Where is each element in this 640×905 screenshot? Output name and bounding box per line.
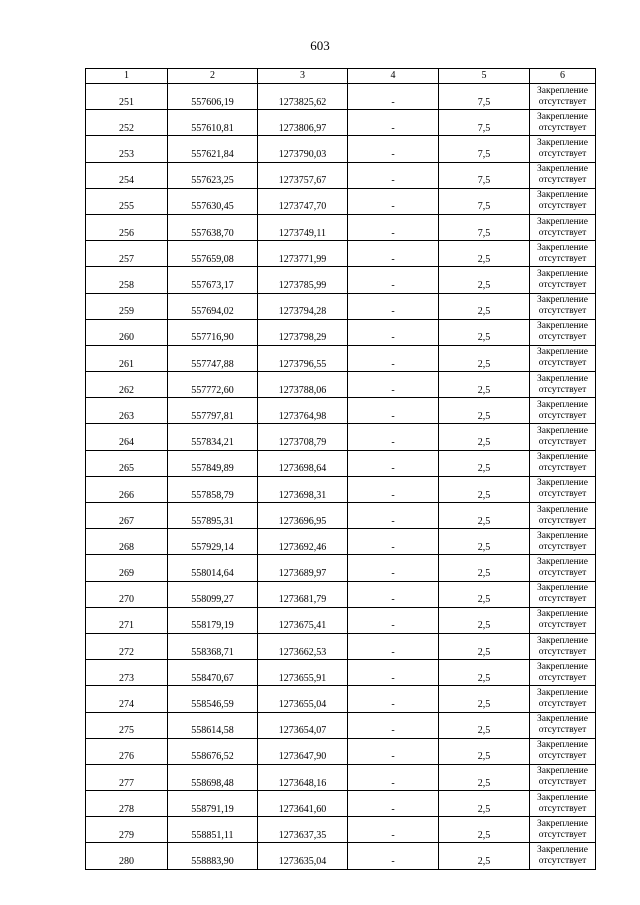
y-coordinate-cell: 1273689,97 [258,555,348,581]
table-row [86,214,596,240]
fixing-note-line-1: Закрепление [537,818,588,829]
table-row [86,503,596,529]
y-coordinate-cell: 1273798,29 [258,319,348,345]
column-4-cell: - [348,633,439,659]
x-coordinate-cell: 557621,84 [168,136,258,162]
column-4-cell: - [348,660,439,686]
fixing-note-cell [530,581,596,607]
fixing-note-cell [530,764,596,790]
x-coordinate-cell: 558470,67 [168,660,258,686]
y-coordinate-cell: 1273794,28 [258,293,348,319]
fixing-note-line-1: Закрепление [537,845,588,856]
fixing-note-cell [530,345,596,371]
fixing-note-cell [530,241,596,267]
fixing-note-line-2: отсутствует [538,751,587,762]
column-4-cell: - [348,162,439,188]
column-4-cell: - [348,529,439,555]
header-cell-4: 4 [348,69,439,84]
fixing-note-line-2: отсутствует [538,803,587,814]
column-4-cell: - [348,84,439,110]
y-coordinate-cell: 1273790,03 [258,136,348,162]
fixing-note-line-2: отсутствует [538,253,587,264]
table-row [86,660,596,686]
fixing-note-line-2: отсутствует [538,279,587,290]
column-5-cell: 2,5 [439,345,530,371]
fixing-note-line-1: Закрепление [537,452,588,463]
column-5-cell: 2,5 [439,372,530,398]
fixing-note-cell [530,843,596,869]
point-number-cell: 256 [86,214,168,240]
column-5-cell: 2,5 [439,555,530,581]
column-5-cell: 2,5 [439,843,530,869]
fixing-note-cell [530,712,596,738]
x-coordinate-cell: 557772,60 [168,372,258,398]
column-4-cell: - [348,503,439,529]
y-coordinate-cell: 1273825,62 [258,84,348,110]
x-coordinate-cell: 557849,89 [168,450,258,476]
y-coordinate-cell: 1273637,35 [258,817,348,843]
point-number-cell: 274 [86,686,168,712]
table-row [86,817,596,843]
fixing-note-line-1: Закрепление [537,216,588,227]
fixing-note-line-1: Закрепление [537,766,588,777]
y-coordinate-cell: 1273771,99 [258,241,348,267]
point-number-cell: 263 [86,398,168,424]
fixing-note-line-2: отсутствует [538,358,587,369]
table-row [86,633,596,659]
table-row [86,686,596,712]
column-5-cell: 2,5 [439,476,530,502]
table-row [86,581,596,607]
fixing-note-line-2: отсутствует [538,227,587,238]
y-coordinate-cell: 1273757,67 [258,162,348,188]
column-5-cell: 2,5 [439,660,530,686]
point-number-cell: 268 [86,529,168,555]
fixing-note-line-2: отсутствует [538,515,587,526]
x-coordinate-cell: 557694,02 [168,293,258,319]
fixing-note-line-2: отсутствует [538,567,587,578]
point-number-cell: 266 [86,476,168,502]
column-5-cell: 7,5 [439,162,530,188]
table-row [86,712,596,738]
y-coordinate-cell: 1273641,60 [258,791,348,817]
column-4-cell: - [348,241,439,267]
fixing-note-line-1: Закрепление [537,321,588,332]
y-coordinate-cell: 1273747,70 [258,188,348,214]
y-coordinate-cell: 1273788,06 [258,372,348,398]
fixing-note-line-1: Закрепление [537,714,588,725]
point-number-cell: 259 [86,293,168,319]
column-5-cell: 2,5 [439,267,530,293]
fixing-note-line-2: отсутствует [538,306,587,317]
table-row [86,764,596,790]
fixing-note-line-2: отсутствует [538,646,587,657]
point-number-cell: 251 [86,84,168,110]
x-coordinate-cell: 558851,11 [168,817,258,843]
fixing-note-line-2: отсутствует [538,489,587,500]
fixing-note-line-1: Закрепление [537,111,588,122]
fixing-note-line-2: отсутствует [538,698,587,709]
fixing-note-cell [530,319,596,345]
header-cell-3: 3 [258,69,348,84]
column-4-cell: - [348,791,439,817]
y-coordinate-cell: 1273698,31 [258,476,348,502]
column-4-cell: - [348,372,439,398]
column-4-cell: - [348,764,439,790]
fixing-note-cell [530,660,596,686]
fixing-note-line-1: Закрепление [537,164,588,175]
column-5-cell: 7,5 [439,110,530,136]
column-4-cell: - [348,345,439,371]
y-coordinate-cell: 1273806,97 [258,110,348,136]
fixing-note-line-1: Закрепление [537,137,588,148]
y-coordinate-cell: 1273654,07 [258,712,348,738]
y-coordinate-cell: 1273696,95 [258,503,348,529]
fixing-note-line-1: Закрепление [537,399,588,410]
table-row [86,529,596,555]
x-coordinate-cell: 557673,17 [168,267,258,293]
header-row [86,69,596,84]
column-5-cell: 2,5 [439,686,530,712]
coordinates-table [85,68,596,870]
column-4-cell: - [348,214,439,240]
x-coordinate-cell: 557858,79 [168,476,258,502]
y-coordinate-cell: 1273655,04 [258,686,348,712]
fixing-note-cell [530,529,596,555]
fixing-note-cell [530,450,596,476]
fixing-note-line-1: Закрепление [537,556,588,567]
column-4-cell: - [348,712,439,738]
fixing-note-cell [530,424,596,450]
fixing-note-cell [530,398,596,424]
point-number-cell: 254 [86,162,168,188]
column-5-cell: 2,5 [439,581,530,607]
column-5-cell: 2,5 [439,633,530,659]
fixing-note-line-1: Закрепление [537,347,588,358]
table-row [86,476,596,502]
fixing-note-line-2: отсутствует [538,96,587,107]
fixing-note-line-1: Закрепление [537,295,588,306]
fixing-note-line-1: Закрепление [537,687,588,698]
fixing-note-cell [530,372,596,398]
column-4-cell: - [348,136,439,162]
fixing-note-line-1: Закрепление [537,504,588,515]
fixing-note-line-2: отсутствует [538,777,587,788]
y-coordinate-cell: 1273647,90 [258,738,348,764]
x-coordinate-cell: 558014,64 [168,555,258,581]
y-coordinate-cell: 1273698,64 [258,450,348,476]
column-5-cell: 7,5 [439,136,530,162]
table-row [86,791,596,817]
y-coordinate-cell: 1273648,16 [258,764,348,790]
table-row [86,293,596,319]
table-row [86,188,596,214]
fixing-note-line-2: отсутствует [538,175,587,186]
fixing-note-line-1: Закрепление [537,792,588,803]
fixing-note-line-2: отсутствует [538,829,587,840]
point-number-cell: 264 [86,424,168,450]
x-coordinate-cell: 557716,90 [168,319,258,345]
point-number-cell: 273 [86,660,168,686]
header-cell-1: 1 [86,69,168,84]
point-number-cell: 252 [86,110,168,136]
x-coordinate-cell: 557834,21 [168,424,258,450]
x-coordinate-cell: 557610,81 [168,110,258,136]
column-5-cell: 7,5 [439,84,530,110]
point-number-cell: 257 [86,241,168,267]
table-row [86,84,596,110]
column-5-cell: 2,5 [439,529,530,555]
point-number-cell: 270 [86,581,168,607]
y-coordinate-cell: 1273655,91 [258,660,348,686]
fixing-note-cell [530,267,596,293]
fixing-note-line-2: отсутствует [538,672,587,683]
y-coordinate-cell: 1273635,04 [258,843,348,869]
table-header [86,69,596,84]
table-row [86,110,596,136]
fixing-note-cell [530,188,596,214]
fixing-note-line-2: отсутствует [538,332,587,343]
point-number-cell: 279 [86,817,168,843]
column-4-cell: - [348,424,439,450]
point-number-cell: 253 [86,136,168,162]
table-row [86,607,596,633]
point-number-cell: 276 [86,738,168,764]
fixing-note-cell [530,214,596,240]
column-5-cell: 2,5 [439,319,530,345]
x-coordinate-cell: 557895,31 [168,503,258,529]
table-row [86,136,596,162]
y-coordinate-cell: 1273708,79 [258,424,348,450]
column-4-cell: - [348,110,439,136]
fixing-note-cell [530,293,596,319]
fixing-note-line-1: Закрепление [537,583,588,594]
table-row [86,555,596,581]
column-5-cell: 7,5 [439,214,530,240]
column-5-cell: 2,5 [439,450,530,476]
x-coordinate-cell: 558698,48 [168,764,258,790]
column-4-cell: - [348,267,439,293]
point-number-cell: 272 [86,633,168,659]
column-5-cell: 7,5 [439,188,530,214]
y-coordinate-cell: 1273749,11 [258,214,348,240]
point-number-cell: 271 [86,607,168,633]
fixing-note-line-2: отсутствует [538,384,587,395]
point-number-cell: 262 [86,372,168,398]
column-4-cell: - [348,581,439,607]
table-row [86,372,596,398]
page-number: 603 [310,38,330,53]
column-4-cell: - [348,607,439,633]
column-5-cell: 2,5 [439,712,530,738]
fixing-note-line-1: Закрепление [537,661,588,672]
fixing-note-line-2: отсутствует [538,201,587,212]
fixing-note-line-2: отсутствует [538,725,587,736]
fixing-note-line-1: Закрепление [537,635,588,646]
column-4-cell: - [348,398,439,424]
table-row [86,843,596,869]
column-4-cell: - [348,293,439,319]
x-coordinate-cell: 557747,88 [168,345,258,371]
column-4-cell: - [348,817,439,843]
column-5-cell: 2,5 [439,607,530,633]
fixing-note-line-2: отсутствует [538,410,587,421]
table-body [86,84,596,870]
x-coordinate-cell: 558791,19 [168,791,258,817]
fixing-note-line-2: отсутствует [538,594,587,605]
table-row [86,241,596,267]
y-coordinate-cell: 1273785,99 [258,267,348,293]
fixing-note-line-2: отсутствует [538,122,587,133]
fixing-note-line-1: Закрепление [537,85,588,96]
table-row [86,738,596,764]
x-coordinate-cell: 558546,59 [168,686,258,712]
fixing-note-line-2: отсутствует [538,856,587,867]
table-row [86,162,596,188]
column-4-cell: - [348,738,439,764]
point-number-cell: 269 [86,555,168,581]
fixing-note-cell [530,110,596,136]
x-coordinate-cell: 558368,71 [168,633,258,659]
point-number-cell: 255 [86,188,168,214]
point-number-cell: 280 [86,843,168,869]
column-5-cell: 2,5 [439,764,530,790]
table-row [86,345,596,371]
x-coordinate-cell: 558179,19 [168,607,258,633]
column-4-cell: - [348,555,439,581]
fixing-note-cell [530,555,596,581]
fixing-note-cell [530,633,596,659]
fixing-note-line-1: Закрепление [537,740,588,751]
column-4-cell: - [348,450,439,476]
y-coordinate-cell: 1273662,53 [258,633,348,659]
fixing-note-cell [530,162,596,188]
point-number-cell: 277 [86,764,168,790]
column-4-cell: - [348,843,439,869]
point-number-cell: 278 [86,791,168,817]
fixing-note-line-1: Закрепление [537,478,588,489]
x-coordinate-cell: 557797,81 [168,398,258,424]
y-coordinate-cell: 1273764,98 [258,398,348,424]
x-coordinate-cell: 558883,90 [168,843,258,869]
column-5-cell: 2,5 [439,738,530,764]
fixing-note-line-1: Закрепление [537,609,588,620]
point-number-cell: 258 [86,267,168,293]
fixing-note-cell [530,817,596,843]
fixing-note-line-1: Закрепление [537,268,588,279]
column-5-cell: 2,5 [439,817,530,843]
x-coordinate-cell: 557929,14 [168,529,258,555]
fixing-note-line-2: отсутствует [538,148,587,159]
column-4-cell: - [348,476,439,502]
x-coordinate-cell: 557606,19 [168,84,258,110]
point-number-cell: 261 [86,345,168,371]
table-row [86,398,596,424]
header-cell-2: 2 [168,69,258,84]
fixing-note-cell [530,686,596,712]
x-coordinate-cell: 557630,45 [168,188,258,214]
column-5-cell: 2,5 [439,503,530,529]
fixing-note-cell [530,607,596,633]
header-cell-5: 5 [439,69,530,84]
fixing-note-line-1: Закрепление [537,426,588,437]
fixing-note-cell [530,136,596,162]
table-row [86,450,596,476]
fixing-note-cell [530,476,596,502]
fixing-note-line-1: Закрепление [537,190,588,201]
x-coordinate-cell: 558676,52 [168,738,258,764]
table-row [86,319,596,345]
y-coordinate-cell: 1273681,79 [258,581,348,607]
table-row [86,424,596,450]
y-coordinate-cell: 1273796,55 [258,345,348,371]
column-5-cell: 2,5 [439,293,530,319]
column-5-cell: 2,5 [439,398,530,424]
table-row [86,267,596,293]
fixing-note-line-1: Закрепление [537,530,588,541]
column-5-cell: 2,5 [439,424,530,450]
x-coordinate-cell: 557638,70 [168,214,258,240]
point-number-cell: 275 [86,712,168,738]
point-number-cell: 260 [86,319,168,345]
point-number-cell: 267 [86,503,168,529]
fixing-note-line-2: отсутствует [538,541,587,552]
column-5-cell: 2,5 [439,241,530,267]
fixing-note-line-2: отсутствует [538,620,587,631]
y-coordinate-cell: 1273675,41 [258,607,348,633]
x-coordinate-cell: 558099,27 [168,581,258,607]
fixing-note-line-2: отсутствует [538,437,587,448]
x-coordinate-cell: 557623,25 [168,162,258,188]
header-cell-6: 6 [530,69,596,84]
fixing-note-cell [530,503,596,529]
y-coordinate-cell: 1273692,46 [258,529,348,555]
fixing-note-line-1: Закрепление [537,242,588,253]
fixing-note-cell [530,738,596,764]
x-coordinate-cell: 558614,58 [168,712,258,738]
point-number-cell: 265 [86,450,168,476]
x-coordinate-cell: 557659,08 [168,241,258,267]
fixing-note-line-1: Закрепление [537,373,588,384]
column-5-cell: 2,5 [439,791,530,817]
column-4-cell: - [348,319,439,345]
fixing-note-cell [530,84,596,110]
fixing-note-cell [530,791,596,817]
fixing-note-line-2: отсутствует [538,463,587,474]
column-4-cell: - [348,188,439,214]
column-4-cell: - [348,686,439,712]
